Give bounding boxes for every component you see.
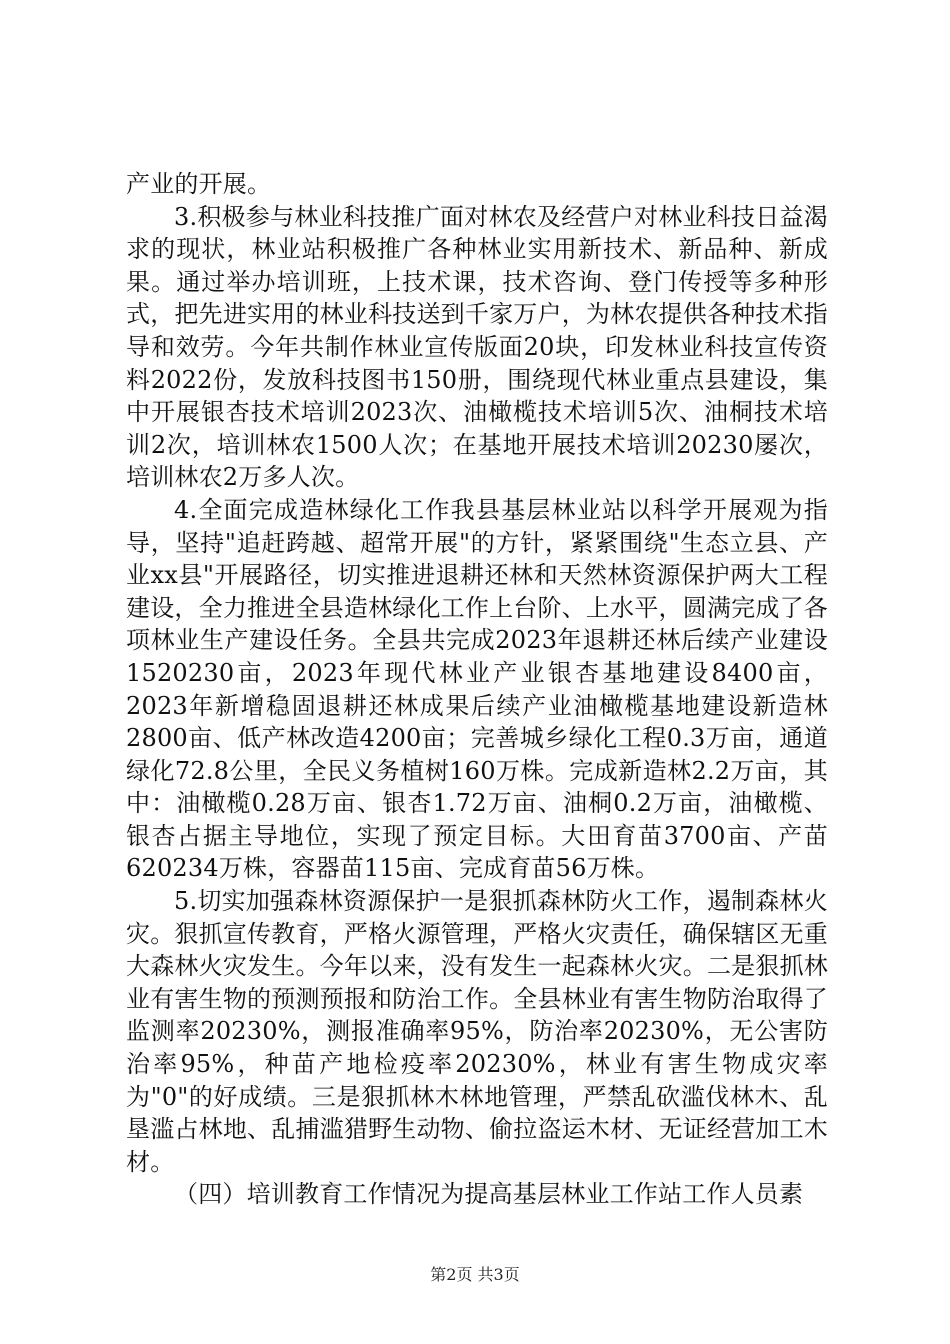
paragraph-forest-protection: 5.切实加强森林资源保护一是狠抓森林防火工作，遏制森林火灾。狠抓宣传教育，严格火源管理，严格火灾责任，确保辖区无重大森林火灾发生。今年以来，没有发生一起森林火灾。二是狠抓林业有害生物的预测预报和防治工作。全县林业有害生物防治取得了监测率20230%，测报准确率95%，防治率20230%，无公害防治率95%，种苗产地检疫率20230%，林业有害生物成灾率为"0"的好成绩。三是狠抓林木林地管理，严禁乱砍滥伐林木、乱垦滥占林地、乱捕滥猎野生动物、偷拉盗运木材、无证经营加工木材。 bbox=[126, 887, 828, 1176]
paragraph-continuation: 产业的开展。 bbox=[126, 170, 272, 198]
page-number-footer: 第2页 共3页 bbox=[430, 1265, 520, 1284]
paragraph-tech-promotion: 3.积极参与林业科技推广面对林农及经营户对林业科技日益渴求的现状，林业站积极推广各种林业实用新技术、新品种、新成果。通过举办培训班，上技术课，技术咨询、登门传授等多种形式，把先进实用的林业科技送到千家万户，为林农提供各种技术指导和效劳。今年共制作林业宣传版面20块，印发林业科技宣传资料2022份，发放科技图书150册，围绕现代林业重点县建设，集中开展银杏技术培训2023次、油橄榄技术培训5次、油桐技术培训2次，培训林农1500人次；在基地开展技术培训20230屡次，培训林农2万多人次。 bbox=[126, 202, 828, 492]
document-body bbox=[126, 168, 828, 1211]
paragraph-afforestation: 4.全面完成造林绿化工作我县基层林业站以科学开展观为指导，坚持"追赶跨越、超常开展"的方针，紧紧围绕"生态立县、产业xx县"开展路径，切实推进退耕还林和天然林资源保护两大工程建设，全力推进全县造林绿化工作上台阶、上水平，圆满完成了各项林业生产建设任务。全县共完成2023年退耕还林后续产业建设1520230亩，2023年现代林业产业银杏基地建设8400亩，2023年新增稳固退耕还林成果后续产业油橄榄基地建设新造林2800亩、低产林改造4200亩；完善城乡绿化工程0.3万亩，通道绿化72.8公里，全民义务植树160万株。完成新造林2.2万亩，其中：油橄榄0.28万亩、银杏1.72万亩、油桐0.2万亩，油橄榄、银杏占据主导地位，实现了预定目标。大田育苗3700亩、产苗620234万株，容器苗115亩、完成育苗56万株。 bbox=[126, 495, 828, 883]
paragraph-training: （四）培训教育工作情况为提高基层林业工作站工作人员素 bbox=[174, 1180, 804, 1209]
